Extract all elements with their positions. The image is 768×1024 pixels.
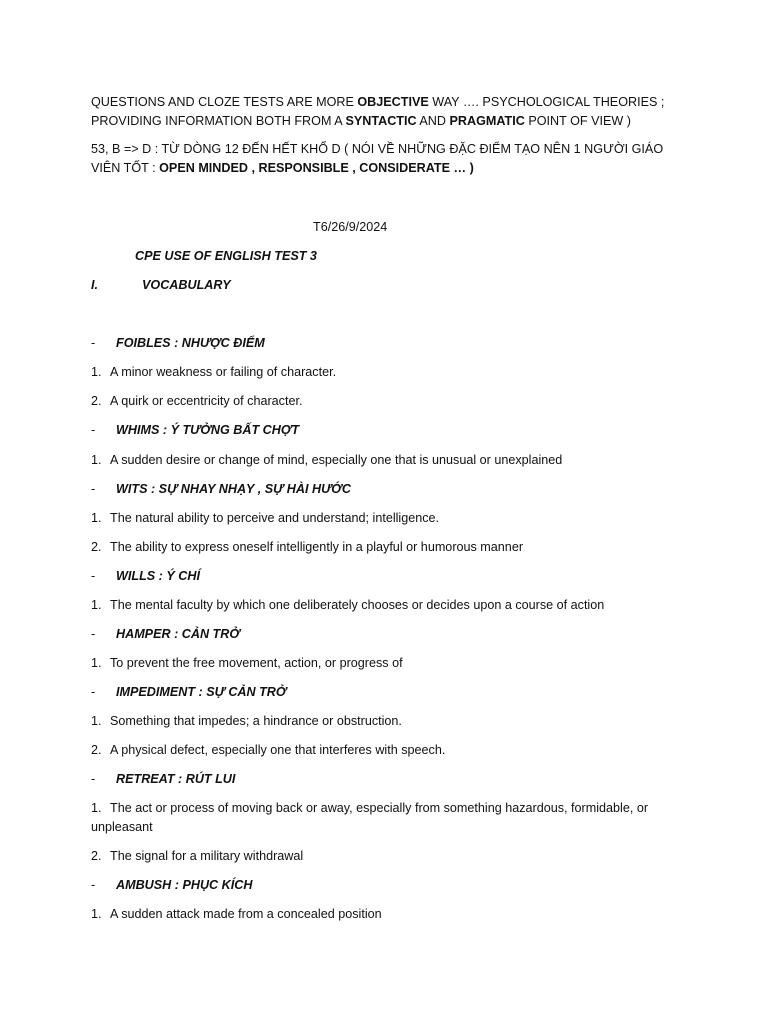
vocab-term-whims: - WHIMS : Ý TƯỞNG BẤT CHỢT [91,423,300,437]
definition-item: 2. A quirk or eccentricity of character. [91,394,303,408]
definition-item: 1. A minor weakness or failing of character. [91,365,337,379]
vocab-term-foibles: - FOIBLES : NHƯỢC ĐIỂM [91,336,265,350]
section-heading: I. VOCABULARY [91,278,231,292]
vocab-term-impediment: - IMPEDIMENT : SỰ CẢN TRỞ [91,685,287,699]
definition-item: 1. The act or process of moving back or away, especially from something hazardous, formidable, or unpleasant [91,801,649,834]
vocab-term-wits: - WITS : SỰ NHAY NHẠY , SỰ HÀI HƯỚC [91,482,351,496]
definition-item: 1. The natural ability to perceive and understand; intelligence. [91,511,440,525]
definition-item: 1. The mental faculty by which one deliberately chooses or decides upon a course of action [91,598,605,612]
definition-item: 2. The ability to express oneself intelligently in a playful or humorous manner [91,540,524,554]
definition-item: 1. Something that impedes; a hindrance or obstruction. [91,714,402,728]
vocab-term-hamper: - HAMPER : CẢN TRỞ [91,627,240,641]
note-paragraph: 53, B => D : TỪ DÒNG 12 ĐẾN HẾT KHỔ D ( NÓI VỀ NHỮNG ĐẶC ĐIỂM TẠO NÊN 1 NGƯỜI GIÁO VIÊN TỐT : OPEN MINDED , RESPONSIBLE , CONSIDERATE … ) [91,142,664,175]
intro-paragraph: QUESTIONS AND CLOZE TESTS ARE MORE OBJECTIVE WAY …. PSYCHOLOGICAL THEORIES ; PROVIDING INFORMATION BOTH FROM A SYNTACTIC AND PRAGMATIC POINT OF VIEW ) [91,95,665,128]
definition-item: 1. A sudden desire or change of mind, especially one that is unusual or unexplained [91,453,563,467]
definition-item: 2. A physical defect, especially one that interferes with speech. [91,743,446,757]
definition-item: 2. The signal for a military withdrawal [91,849,304,863]
vocab-term-retreat: - RETREAT : RÚT LUI [91,772,236,786]
date-line: T6/26/9/2024 [313,220,388,234]
test-title: CPE USE OF ENGLISH TEST 3 [135,249,317,263]
vocab-term-wills: - WILLS : Ý CHÍ [91,569,200,583]
definition-item: 1. To prevent the free movement, action, or progress of [91,656,403,670]
definition-item: 1. A sudden attack made from a concealed position [91,907,382,921]
vocab-term-ambush: - AMBUSH : PHỤC KÍCH [91,878,253,892]
